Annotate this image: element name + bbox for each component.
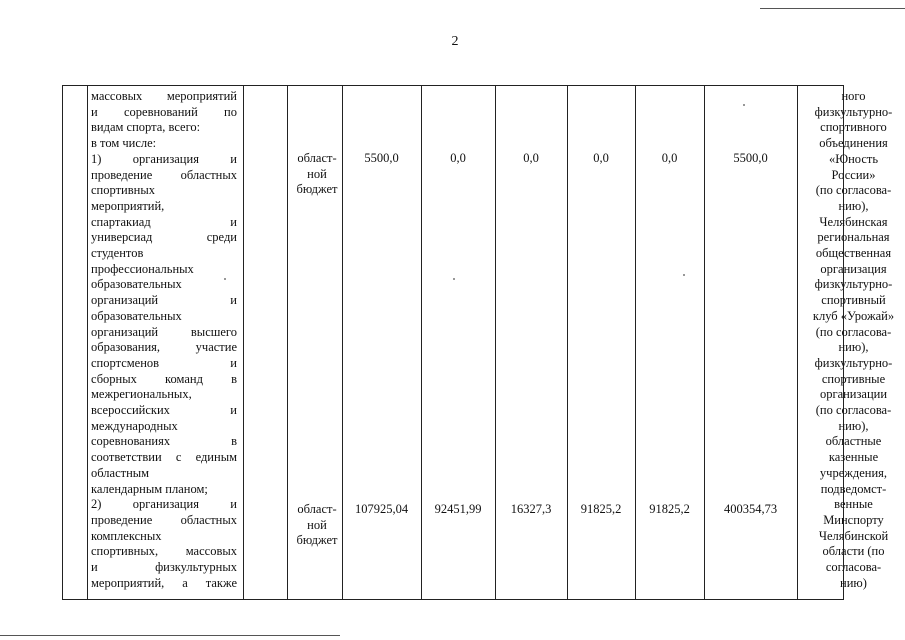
value-cell: 5500,0 [364, 151, 399, 165]
description-line: образовательных [91, 277, 182, 292]
description-line: соревнованиях в [91, 434, 237, 449]
col-divider [87, 86, 88, 599]
value-cell: 107925,04 [354, 502, 409, 516]
measure-description [91, 89, 237, 592]
executors-list [800, 89, 905, 592]
partner-line: венные [834, 497, 873, 512]
partner-line: общественная [815, 246, 892, 261]
scan-speck [453, 278, 455, 280]
col-divider [287, 86, 288, 599]
source-line: ной [307, 517, 327, 532]
description-line: и физкультурных [91, 560, 237, 575]
partner-line: спортивные [821, 371, 886, 386]
partner-line: (по согласова- [815, 403, 892, 418]
value-cell: 400354,73 [723, 502, 778, 516]
partner-line: (по согласова- [815, 324, 892, 339]
source-line: ной [307, 166, 327, 181]
partner-line: нию), [838, 340, 869, 355]
description-line: комплексных [91, 528, 162, 543]
description-line: 2) организация и [91, 497, 237, 512]
col-divider [797, 86, 798, 599]
partner-line: физкультурно- [814, 104, 893, 119]
partner-line: Минспорту [823, 512, 884, 527]
description-line: календарным планом; [91, 481, 208, 496]
partner-line: региональная [817, 230, 890, 245]
description-line: спартакиад и [91, 214, 237, 229]
description-line: спортивных [91, 183, 155, 198]
description-line: 1) организация и [91, 151, 237, 166]
partner-line: спортивный [821, 293, 886, 308]
description-line: в том числе: [91, 136, 157, 151]
partner-line: организация [820, 261, 887, 276]
description-line: соответствии с единым [91, 450, 237, 465]
partner-line: областные [825, 434, 882, 449]
description-line: мероприятий, [91, 198, 165, 213]
bottom-rule [0, 635, 340, 636]
source-line: област- [297, 502, 337, 516]
partner-line: казенные [828, 450, 879, 465]
description-line: профессиональных [91, 261, 194, 276]
value-cell: 0,0 [661, 151, 678, 165]
value-cell: 0,0 [523, 151, 539, 165]
scan-speck [743, 104, 745, 106]
description-line: всероссийских и [91, 403, 237, 418]
value-cell: 91825,2 [580, 502, 622, 516]
partner-line: нию), [838, 198, 869, 213]
partner-line: нию), [838, 418, 869, 433]
partner-line: согласова- [825, 560, 882, 575]
description-line: спортивных, массовых [91, 544, 237, 559]
scan-speck [224, 278, 226, 280]
source-line: бюджет [296, 182, 338, 197]
scan-speck [683, 274, 685, 276]
partner-line: (по согласова- [815, 183, 892, 198]
partner-line: «Юность [828, 151, 879, 166]
value-cell: 5500,0 [733, 151, 768, 165]
description-line: и соревнований по [91, 104, 237, 119]
value-cell: 91825,2 [649, 502, 690, 516]
funding-source [291, 151, 343, 198]
description-line: универсиад среди [91, 230, 237, 245]
partner-line: ного [841, 89, 866, 103]
col-divider [243, 86, 244, 599]
partner-line: спортивного [820, 120, 887, 135]
partner-line: Челябинской [818, 528, 889, 543]
description-line: международных [91, 418, 178, 433]
description-line: областным [91, 465, 150, 480]
partner-line: области (по [822, 544, 885, 559]
value-cell: 16327,3 [510, 502, 552, 516]
description-line: проведение областных [91, 512, 237, 527]
partner-line: клуб «Урожай» [812, 308, 895, 323]
partner-line: России» [831, 167, 876, 182]
description-line: организаций и [91, 293, 237, 308]
description-line: спортсменов и [91, 355, 237, 370]
partner-line: физкультурно- [814, 355, 893, 370]
partner-line: подведомст- [820, 481, 887, 496]
page-number: 2 [451, 34, 459, 49]
description-line: студентов [91, 246, 144, 261]
value-cell: 0,0 [593, 151, 609, 165]
description-line: массовых мероприятий [91, 89, 237, 103]
top-right-rule [760, 8, 905, 9]
value-cell: 0,0 [450, 151, 466, 165]
partner-line: объединения [819, 136, 888, 151]
description-line: проведение областных [91, 167, 237, 182]
partner-line: физкультурно- [814, 277, 893, 292]
description-line: видам спорта, всего: [91, 120, 201, 135]
description-line: мероприятий, а также [91, 575, 237, 590]
description-line: образовательных [91, 308, 182, 323]
description-line: образования, участие [91, 340, 237, 355]
partner-line: нию) [840, 575, 867, 590]
source-line: област- [297, 151, 337, 165]
description-line: сборных команд в [91, 371, 237, 386]
value-cell: 92451,99 [434, 502, 482, 516]
description-line: организаций высшего [91, 324, 237, 339]
description-line: межрегиональных, [91, 387, 192, 402]
program-table [62, 85, 895, 600]
source-line: бюджет [296, 533, 338, 548]
partner-line: Челябинская [819, 214, 888, 229]
partner-line: организации [819, 387, 888, 402]
partner-line: учреждения, [819, 465, 888, 480]
funding-source [291, 502, 343, 549]
